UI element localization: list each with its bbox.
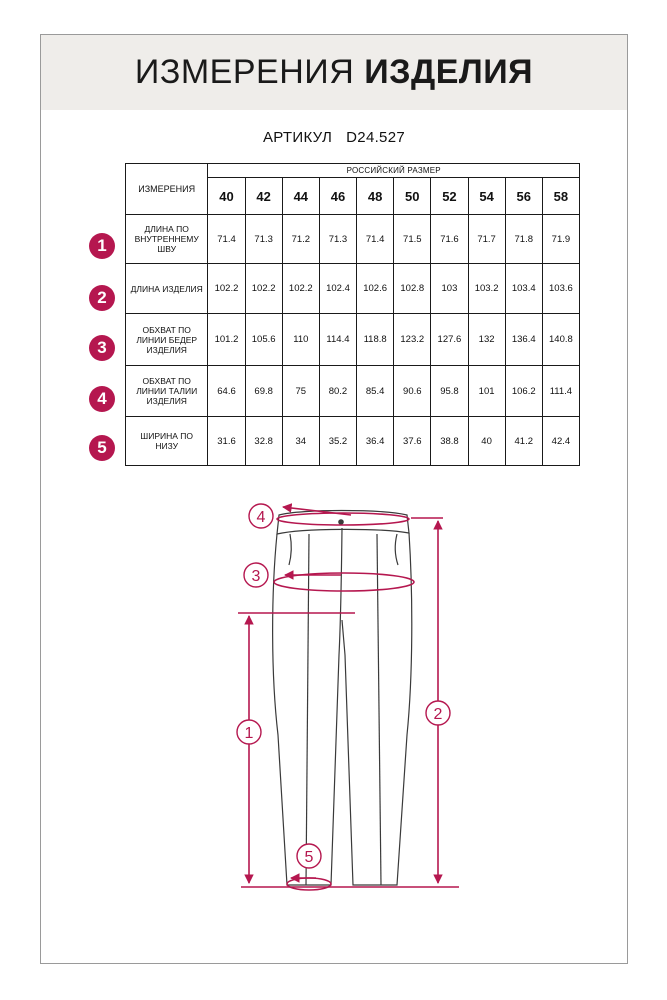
table-cell: 111.4 (542, 366, 579, 417)
table-cell: 90.6 (394, 366, 431, 417)
marker-2-text: 2 (433, 706, 443, 723)
table-cell: 41.2 (505, 417, 542, 466)
marker-1-icon (237, 720, 261, 744)
article-label: АРТИКУЛ (263, 129, 333, 146)
table-cell: 110 (282, 314, 319, 366)
size-header-cell: 58 (542, 178, 579, 215)
row-label: ШИРИНА ПО НИЗУ (126, 417, 208, 466)
sheet-frame (40, 34, 628, 964)
table-cell: 85.4 (357, 366, 394, 417)
table-cell: 118.8 (357, 314, 394, 366)
table-cell: 105.6 (245, 314, 282, 366)
size-header-cell: 46 (319, 178, 356, 215)
measure-lines (238, 507, 459, 890)
table-cell: 71.8 (505, 215, 542, 264)
table-cell: 103 (431, 264, 468, 314)
table-cell: 36.4 (357, 417, 394, 466)
size-header-cell: 48 (357, 178, 394, 215)
table-cell: 136.4 (505, 314, 542, 366)
table-cell: 71.3 (245, 215, 282, 264)
table-cell: 101 (468, 366, 505, 417)
table-cell: 102.2 (208, 264, 245, 314)
table-cell: 71.7 (468, 215, 505, 264)
marker-4-icon (249, 504, 273, 528)
table-cell: 123.2 (394, 314, 431, 366)
size-header-cell: 50 (394, 178, 431, 215)
size-header-cell: 56 (505, 178, 542, 215)
size-header-cell: 40 (208, 178, 245, 215)
marker-5-text: 5 (304, 849, 314, 866)
trousers-diagram (41, 35, 629, 965)
table-cell: 102.2 (282, 264, 319, 314)
table-cell: 95.8 (431, 366, 468, 417)
marker-4-text: 4 (256, 509, 266, 526)
size-header-cell: 54 (468, 178, 505, 215)
marker-3-text: 3 (251, 568, 261, 585)
table-cell: 31.6 (208, 417, 245, 466)
table-cell: 32.8 (245, 417, 282, 466)
row-number-badge: 5 (89, 435, 115, 461)
size-header-cell: 42 (245, 178, 282, 215)
trousers-outline (273, 511, 412, 886)
size-header-cell: 52 (431, 178, 468, 215)
table-cell: 75 (282, 366, 319, 417)
table-cell: 106.2 (505, 366, 542, 417)
article-code: D24.527 (346, 129, 405, 146)
table-cell: 40 (468, 417, 505, 466)
row-label: ОБХВАТ ПО ЛИНИИ ТАЛИИ ИЗДЕЛИЯ (126, 366, 208, 417)
table-cell: 42.4 (542, 417, 579, 466)
table-cell: 38.8 (431, 417, 468, 466)
size-header: РОССИЙСКИЙ РАЗМЕР (208, 164, 580, 178)
row-number-badge: 2 (89, 285, 115, 311)
diagram-markers (237, 504, 450, 868)
table-cell: 140.8 (542, 314, 579, 366)
marker-2-icon (426, 701, 450, 725)
table-cell: 102.8 (394, 264, 431, 314)
table-cell: 114.4 (319, 314, 356, 366)
title-bold: ИЗДЕЛИЯ (364, 53, 534, 91)
table-cell: 80.2 (319, 366, 356, 417)
table-cell: 71.4 (357, 215, 394, 264)
size-header-cell: 44 (282, 178, 319, 215)
row-label: ДЛИНА ИЗДЕЛИЯ (126, 264, 208, 314)
table-cell: 103.4 (505, 264, 542, 314)
table-cell: 71.3 (319, 215, 356, 264)
table-cell: 102.2 (245, 264, 282, 314)
row-number-badge: 3 (89, 335, 115, 361)
marker-1-text: 1 (244, 725, 254, 742)
row-label: ДЛИНА ПО ВНУТРЕННЕМУ ШВУ (126, 215, 208, 264)
measure-header: ИЗМЕРЕНИЯ (126, 164, 208, 215)
table-cell: 71.6 (431, 215, 468, 264)
title-light: ИЗМЕРЕНИЯ (134, 53, 355, 91)
table-cell: 132 (468, 314, 505, 366)
table-cell: 35.2 (319, 417, 356, 466)
table-cell: 64.6 (208, 366, 245, 417)
table-cell: 101.2 (208, 314, 245, 366)
table-cell: 71.5 (394, 215, 431, 264)
table-cell: 102.4 (319, 264, 356, 314)
table-cell: 69.8 (245, 366, 282, 417)
row-label: ОБХВАТ ПО ЛИНИИ БЕДЕР ИЗДЕЛИЯ (126, 314, 208, 366)
row-number-badge: 4 (89, 386, 115, 412)
table-cell: 34 (282, 417, 319, 466)
table-cell: 103.6 (542, 264, 579, 314)
table-cell: 71.2 (282, 215, 319, 264)
table-cell: 102.6 (357, 264, 394, 314)
table-cell: 71.4 (208, 215, 245, 264)
marker-3-icon (244, 563, 268, 587)
marker-5-icon (297, 844, 321, 868)
table-cell: 37.6 (394, 417, 431, 466)
table-cell: 71.9 (542, 215, 579, 264)
table-cell: 103.2 (468, 264, 505, 314)
row-number-badge: 1 (89, 233, 115, 259)
table-cell: 127.6 (431, 314, 468, 366)
